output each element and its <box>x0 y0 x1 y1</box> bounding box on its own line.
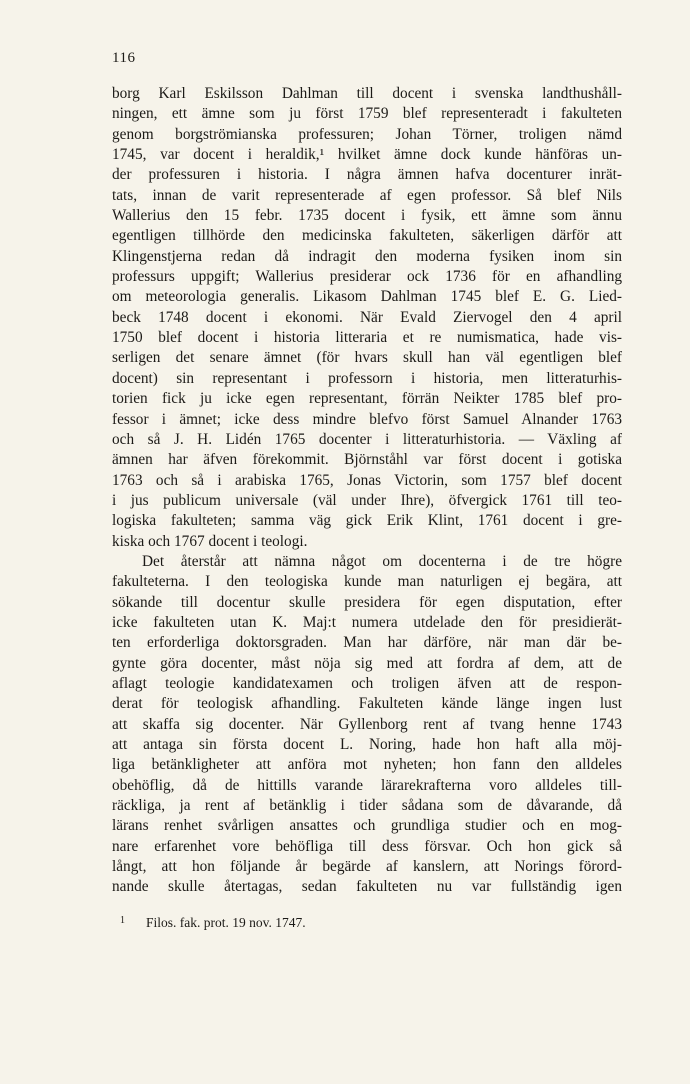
footnote-text: Filos. fak. prot. 19 nov. 1747. <box>146 915 306 930</box>
paragraph-2 <box>112 552 622 898</box>
footnote <box>112 914 622 932</box>
paragraph-1 <box>112 84 622 552</box>
text-line: långt, att hon följande år begärde af kanslern, att Norings förord- <box>112 858 622 876</box>
text-line: att antaga sin första docent L. Noring, hade hon haft alla möj- <box>112 736 622 753</box>
text-line: beck 1748 docent i ekonomi. När Evald Ziervogel den 4 april <box>112 308 622 326</box>
text-line: ämnen har äfven förekommit. Björnståhl var först docent i gotiska <box>112 451 622 469</box>
text-line: 1745, var docent i heraldik,¹ hvilket ämne dock kunde hänföras un- <box>112 146 622 164</box>
text-line: logiska fakulteten; samma väg gick Erik Klint, 1761 docent i gre- <box>112 512 622 530</box>
text-line: genom borgströmianska professuren; Johan Törner, troligen nämd <box>112 125 622 143</box>
text-line: tats, innan de varit representerade af egen professor. Så blef Nils <box>112 186 622 204</box>
text-line: Det återstår att nämna något om docenterna i de tre högre <box>142 552 622 570</box>
text-line: och så J. H. Lidén 1765 docenter i litteraturhistoria. — Växling af <box>112 430 622 448</box>
text-line: i jus publicum universale (väl under Ihre), öfvergick 1761 till teo- <box>112 491 622 509</box>
text-line: räckliga, ja rent af betänklig i tider sådana som de dåvarande, då <box>112 797 622 815</box>
text-line: Klingenstjerna redan då indragit den moderna fysiken inom sin <box>112 247 622 265</box>
text-line: fakulteterna. I den teologiska kunde man naturligen ej begära, att <box>112 573 622 591</box>
text-line: professurs uppgift; Wallerius presiderar ock 1736 för en afhandling <box>112 268 622 286</box>
text-line: derat för teologisk afhandling. Fakulteten kände länge ingen lust <box>112 695 622 713</box>
text-line: lärans renhet svårligen ansattes och grundliga studier och en mog- <box>112 817 622 835</box>
text-line: att skaffa sig docenter. När Gyllenborg rent af tvang henne 1743 <box>112 715 622 733</box>
text-line: docent) sin representant i professorn i historia, men litteraturhis- <box>112 369 622 387</box>
page-number: 116 <box>112 50 136 66</box>
text-line: Wallerius den 15 febr. 1735 docent i fysik, ett ämne som ännu <box>112 207 622 225</box>
text-line: borg Karl Eskilsson Dahlman till docent i svenska landthushåll- <box>112 85 622 102</box>
text-line: kiska och 1767 docent i teologi. <box>112 532 308 550</box>
text-line: gynte göra docenter, måst nöja sig med att fordra af dem, att de <box>112 654 622 672</box>
text-line: aflagt teologie kandidatexamen och troligen äfven att de respon- <box>112 674 622 692</box>
text-line: om meteorologia generalis. Likasom Dahlman 1745 blef E. G. Lied- <box>112 288 622 306</box>
text-line: obehöflig, då de hittills varande lärarekrafterna voro alldeles till- <box>112 776 622 794</box>
text-line: torien fick ju icke egen representant, förrän Neikter 1785 blef pro- <box>112 390 622 408</box>
text-line: 1763 och så i arabiska 1765, Jonas Victorin, som 1757 blef docent <box>112 471 622 489</box>
text-line: nande skulle återtagas, sedan fakulteten nu var fullständig igen <box>112 878 622 896</box>
text-line: nare erfarenhet vore behöfliga till dess försvar. Och hon gick så <box>112 837 622 855</box>
text-line: fessor i ämnet; icke dess mindre blefvo först Samuel Alnander 1763 <box>112 410 622 428</box>
text-line: egentligen tillhörde den medicinska fakulteten, säkerligen därför att <box>112 227 622 245</box>
footnote-marker: 1 <box>120 915 125 926</box>
text-line: sökande till docentur skulle presidera för egen disputation, efter <box>112 593 622 611</box>
text-line: ningen, ett ämne som ju först 1759 blef representeradt i fakulteten <box>112 105 622 123</box>
text-line: der professuren i historia. I några ämnen hafva docenturer inrät- <box>112 166 622 184</box>
text-line: serligen det senare ämnet (för hvars skull han väl egentligen blef <box>112 349 622 367</box>
text-line: liga betänkligheter att anföra mot nyheten; hon fann den alldeles <box>112 756 622 774</box>
text-line: 1750 blef docent i historia litteraria et re numismatica, hade vis- <box>112 329 622 347</box>
text-line: icke fakulteten utan K. Maj:t numera utdelade den för presidierät- <box>112 613 622 631</box>
text-line: ten erforderliga doktorsgraden. Man har därföre, när man där be- <box>112 634 622 652</box>
body-text <box>112 84 622 898</box>
